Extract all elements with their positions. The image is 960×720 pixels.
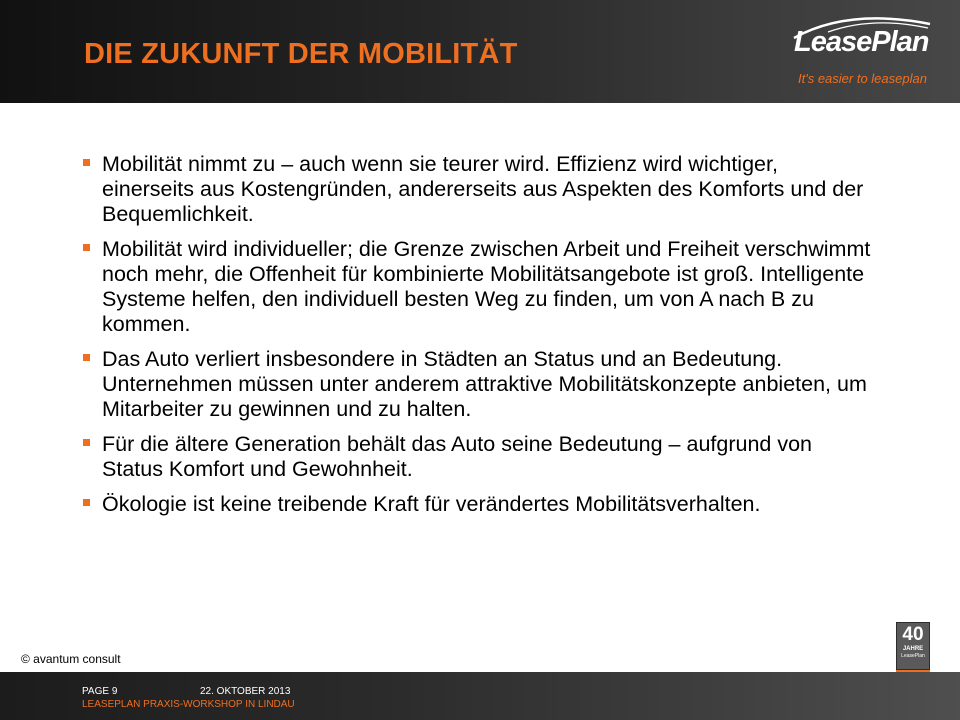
- badge-top: [896, 622, 930, 670]
- square-bullet-icon: [83, 439, 90, 446]
- bullet-text: Für die ältere Generation behält das Auto seine Bedeutung – aufgrund von Status Komfort und Gewohnheit.: [102, 432, 813, 481]
- square-bullet-icon: [83, 244, 90, 251]
- footer-date: 22. OKTOBER 2013: [200, 686, 291, 697]
- badge-number: 40: [902, 624, 924, 645]
- bullet-item: [82, 492, 872, 517]
- bullet-text: Mobilität nimmt zu – auch wenn sie teurer wird. Effizienz wird wichtiger, einerseits aus Kostengründen, andererseits aus Aspekten des Komforts und der Bequemlichkeit.: [102, 152, 864, 226]
- bullet-item: [82, 152, 872, 227]
- square-bullet-icon: [83, 499, 90, 506]
- footer-event: LEASEPLAN PRAXIS-WORKSHOP IN LINDAU: [82, 699, 295, 710]
- copyright-note: © avantum consult: [21, 652, 121, 666]
- logo-wordmark: LeasePlan: [794, 26, 929, 58]
- bullet-text: Mobilität wird individueller; die Grenze zwischen Arbeit und Freiheit verschwimmt noch mehr, die Offenheit für kombinierte Mobilitätsangebote ist groß. Intelligente Systeme helfen, den individuell besten Weg zu finden, um von A nach B zu kommen.: [102, 237, 871, 336]
- square-bullet-icon: [83, 354, 90, 361]
- bullet-text: Ökologie ist keine treibende Kraft für verändertes Mobilitätsverhalten.: [102, 492, 761, 516]
- slide-footer: [0, 672, 960, 720]
- bullet-text: Das Auto verliert insbesondere in Städten an Status und an Bedeutung. Unternehmen müssen unter anderem attraktive Mobilitätskonzepte anbieten, um Mitarbeiter zu gewinnen und zu halten.: [102, 347, 867, 421]
- slide-header: [0, 0, 960, 103]
- slide-body: [82, 152, 872, 527]
- bullet-item: [82, 237, 872, 337]
- leaseplan-logo: [780, 12, 950, 98]
- badge-brand: LeasePlan: [901, 653, 925, 659]
- bullet-item: [82, 347, 872, 422]
- bullet-list: [82, 152, 872, 517]
- logo-tagline: It's easier to leaseplan: [798, 71, 927, 86]
- badge-word: JAHRE: [902, 646, 924, 652]
- slide-title: DIE ZUKUNFT DER MOBILITÄT: [84, 38, 518, 70]
- bullet-item: [82, 432, 872, 482]
- page-number: PAGE 9: [82, 686, 118, 697]
- square-bullet-icon: [83, 159, 90, 166]
